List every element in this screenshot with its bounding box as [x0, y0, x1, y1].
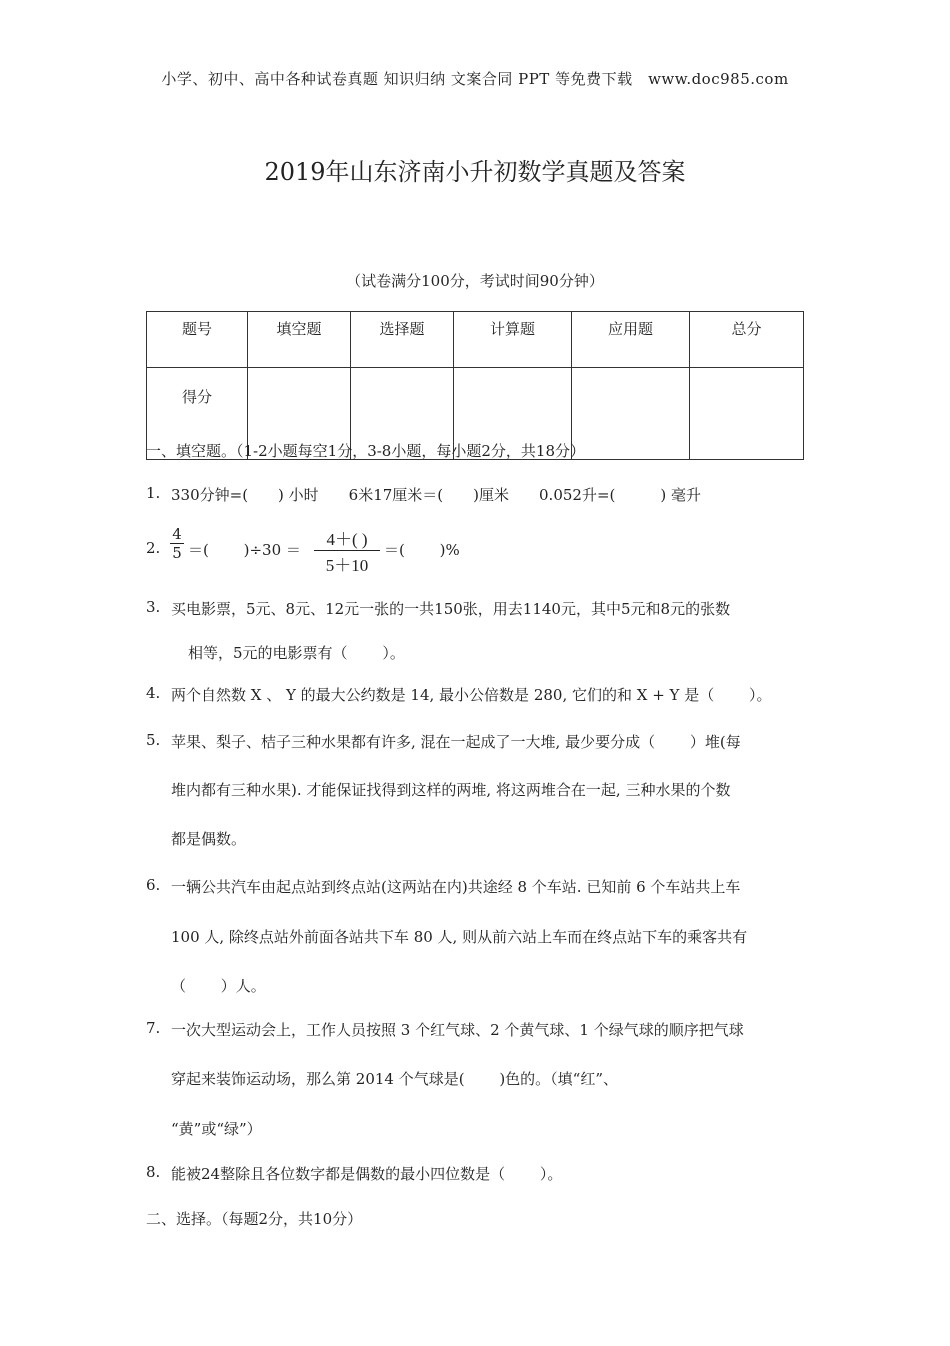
score-cell[interactable] — [690, 368, 804, 460]
question-3-line-1: 买电影票，5元、8元、12元一张的一共150张，用去1140元，其中5元和8元的张数 — [171, 600, 731, 618]
question-5-line-1: 苹果、梨子、桔子三种水果都有许多, 混在一起成了一大堆, 最少要分成（ ）堆(每 — [171, 733, 741, 751]
header-cell: 题号 — [147, 312, 248, 368]
question-number: 8. — [146, 1163, 161, 1181]
page-title: 2019年山东济南小升初数学真题及答案 — [264, 158, 686, 186]
question-6-line-1: 一辆公共汽车由起点站到终点站(这两站在内)共途经 8 个车站. 已知前 6 个车站共上车 — [171, 878, 741, 896]
header-cell: 选择题 — [351, 312, 454, 368]
fraction-expression — [314, 525, 380, 576]
header-cell: 应用题 — [572, 312, 690, 368]
question-7-line-1: 一次大型运动会上，工作人员按照 3 个红气球、2 个黄气球、1 个绿气球的顺序把气球 — [171, 1021, 744, 1039]
header-cell: 总分 — [690, 312, 804, 368]
question-8-text: 能被24整除且各位数字都是偶数的最小四位数是（ ）。 — [171, 1165, 563, 1183]
section-2-heading: 二、选择。（每题2分，共10分） — [146, 1210, 363, 1228]
question-number: 1. — [146, 484, 161, 502]
question-2-part1: ＝( )÷30 ＝ — [188, 541, 301, 559]
question-4-text: 两个自然数 X 、 Y 的最大公约数是 14, 最小公倍数是 280, 它们的和 X + Y 是（ ）。 — [171, 686, 772, 704]
fraction-denominator: 5＋10 — [325, 556, 369, 575]
question-7-line-2: 穿起来装饰运动场，那么第 2014 个气球是( )色的。（填“红”、 — [171, 1070, 619, 1088]
question-5-line-3: 都是偶数。 — [171, 830, 247, 848]
question-number: 2. — [146, 539, 161, 557]
question-number: 3. — [146, 598, 161, 616]
score-table — [146, 311, 804, 460]
fraction-numerator: 4＋( ) — [326, 530, 368, 549]
question-2-part2: ＝( )% — [384, 541, 460, 559]
score-cell[interactable] — [572, 368, 690, 460]
question-number: 7. — [146, 1019, 161, 1037]
fraction-numerator: 4 — [172, 525, 182, 543]
score-table-header-row — [147, 312, 804, 368]
question-number: 4. — [146, 684, 161, 702]
question-7-line-3: “黄”或“绿”） — [171, 1120, 262, 1138]
question-5-line-2: 堆内都有三种水果). 才能保证找得到这样的两堆, 将这两堆合在一起, 三种水果的个数 — [171, 781, 731, 799]
fraction-denominator: 5 — [172, 544, 182, 562]
row-label: 得分 — [147, 368, 248, 460]
question-6-line-3: （ ）人。 — [171, 977, 266, 995]
fraction-4-5 — [170, 525, 184, 562]
header-cell: 填空题 — [248, 312, 351, 368]
question-6-line-2: 100 人, 除终点站外前面各站共下车 80 人, 则从前六站上车而在终点站下车的乘客共有 — [171, 928, 748, 946]
section-1-heading: 一、填空题。（1-2小题每空1分，3-8小题，每小题2分，共18分） — [146, 442, 585, 460]
question-1-text: 330分钟=( ) 小时 6米17厘米＝( )厘米 0.052升=( ) 毫升 — [171, 486, 701, 504]
header-cell: 计算题 — [454, 312, 572, 368]
page-header: 小学、初中、高中各种试卷真题 知识归纳 文案合同 PPT 等免费下载 www.doc985.com — [161, 70, 789, 88]
exam-info: （试卷满分100分，考试时间90分钟） — [346, 272, 604, 290]
question-number: 6. — [146, 876, 161, 894]
question-3-line-2: 相等，5元的电影票有（ ）。 — [188, 644, 405, 662]
question-number: 5. — [146, 731, 161, 749]
